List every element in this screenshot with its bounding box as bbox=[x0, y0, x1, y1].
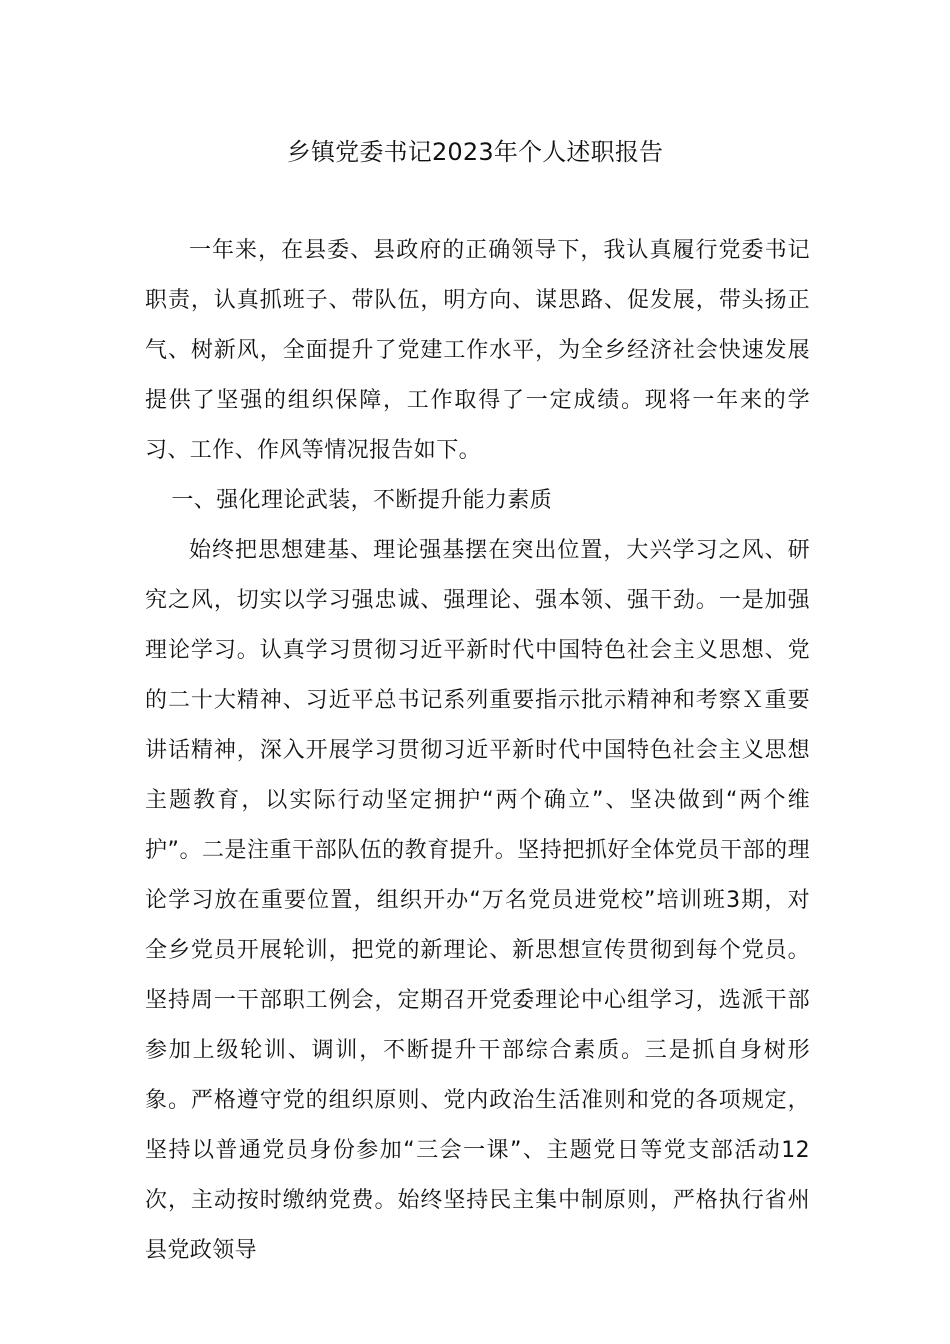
document-body bbox=[145, 226, 810, 1276]
intro-paragraph: 一年来，在县委、县政府的正确领导下，我认真履行党委书记职责，认真抓班子、带队伍，明方向、谋思路、促发展，带头扬正气、树新风，全面提升了党建工作水平，为全乡经济社会快速发展提供了坚强的组织保障，工作取得了一定成绩。现将一年来的学习、工作、作风等情况报告如下。 bbox=[145, 238, 810, 463]
page-title: 乡镇党委书记2023年个人述职报告 bbox=[286, 138, 664, 166]
section-heading: 一、强化理论武装，不断提升能力素质 bbox=[171, 488, 553, 513]
section-paragraph: 始终把思想建基、理论强基摆在突出位置，大兴学习之风、研究之风，切实以学习强忠诚、强理论、强本领、强干劲。一是加强理论学习。认真学习贯彻习近平新时代中国特色社会主义思想、党的二十大精神、习近平总书记系列重要指示批示精神和考察Ｘ重要讲话精神，深入开展学习贯彻习近平新时代中国特色社会主义思想主题教育，以实际行动坚定拥护“两个确立”、坚决做到“两个维护”。二是注重干部队伍的教育提升。坚持把抓好全体党员干部的理论学习放在重要位置，组织开办“万名党员进党校”培训班3期，对全乡党员开展轮训，把党的新理论、新思想宣传贯彻到每个党员。坚持周一干部职工例会，定期召开党委理论中心组学习，选派干部参加上级轮训、调训，不断提升干部综合素质。三是抓自身树形象。严格遵守党的组织原则、党内政治生活准则和党的各项规定，坚持以普通党员身份参加“三会一课”、主题党日等党支部活动12次，主动按时缴纳党费。始终坚持民主集中制原则，严格执行省州县党政领导 bbox=[145, 538, 810, 1263]
